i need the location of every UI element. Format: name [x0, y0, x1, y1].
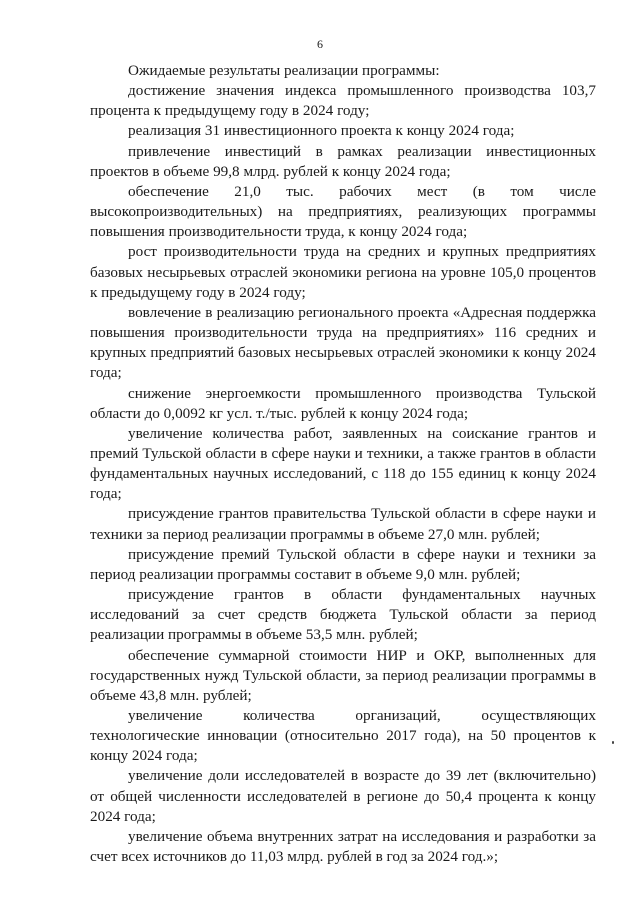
result-item-3: привлечение инвестиций в рамках реализации инвестиционных проектов в объеме 99,8 млрд. рублей к концу 2024 года; [90, 142, 596, 180]
result-item-10: присуждение премий Тульской области в сфере науки и техники за период реализации программы составит в объеме 9,0 млн. рублей; [90, 545, 596, 583]
result-item-7: снижение энергоемкости промышленного производства Тульской области до 0,0092 кг усл. т./тыс. рублей к концу 2024 года; [90, 384, 596, 422]
page-number: 6 [317, 37, 323, 51]
result-item-11: присуждение грантов в области фундаментальных научных исследований за счет средств бюджета Тульской области за период реализации программы в объеме 53,5 млн. рублей; [90, 586, 596, 644]
result-item-1: достижение значения индекса промышленного производства 103,7 процента к предыдущему году в 2024 году; [90, 82, 596, 120]
result-item-8: увеличение количества работ, заявленных на соискание грантов и премий Тульской области в сфере науки и техники, а также грантов в области фундаментальных научных исследований, с 118 до 155 единиц к концу 2024 года; [90, 424, 596, 503]
result-item-5: рост производительности труда на средних и крупных предприятиях базовых несырьевых отраслей экономики региона на уровне 105,0 процентов к предыдущему году в 2024 году; [90, 243, 596, 301]
results-heading: Ожидаемые результаты реализации программы: [128, 62, 440, 79]
result-item-15: увеличение объема внутренних затрат на исследования и разработки за счет всех источников до 11,03 млрд. рублей в год за 2024 год.»; [90, 827, 596, 866]
result-item-13: увеличение количества организаций, осуществляющих технологические инновации (относительно 2017 года), на 50 процентов к концу 2024 года; [90, 707, 596, 765]
document-body [90, 61, 596, 867]
result-item-9: присуждение грантов правительства Тульской области в сфере науки и техники за период реализации программы в объеме 27,0 млн. рублей; [90, 505, 596, 543]
result-item-14: увеличение доли исследователей в возрасте до 39 лет (включительно) от общей численности исследователей в регионе до 50,4 процента к концу 2024 года; [90, 767, 596, 825]
result-item-12: обеспечение суммарной стоимости НИР и ОКР, выполненных для государственных нужд Тульской области, за период реализации программы в объеме 43,8 млн. рублей; [90, 646, 596, 704]
margin-dot [612, 741, 614, 744]
result-item-4: обеспечение 21,0 тыс. рабочих мест (в том числе высокопроизводительных) на предприятиях, реализующих программы повышения производительности труда, к концу 2024 года; [90, 182, 596, 241]
result-item-2: реализация 31 инвестиционного проекта к концу 2024 года; [128, 122, 515, 140]
result-item-6: вовлечение в реализацию регионального проекта «Адресная поддержка повышения производительности труда на предприятиях» 116 средних и крупных предприятий базовых несырьевых отраслей экономики к концу 2024 года; [90, 303, 596, 382]
